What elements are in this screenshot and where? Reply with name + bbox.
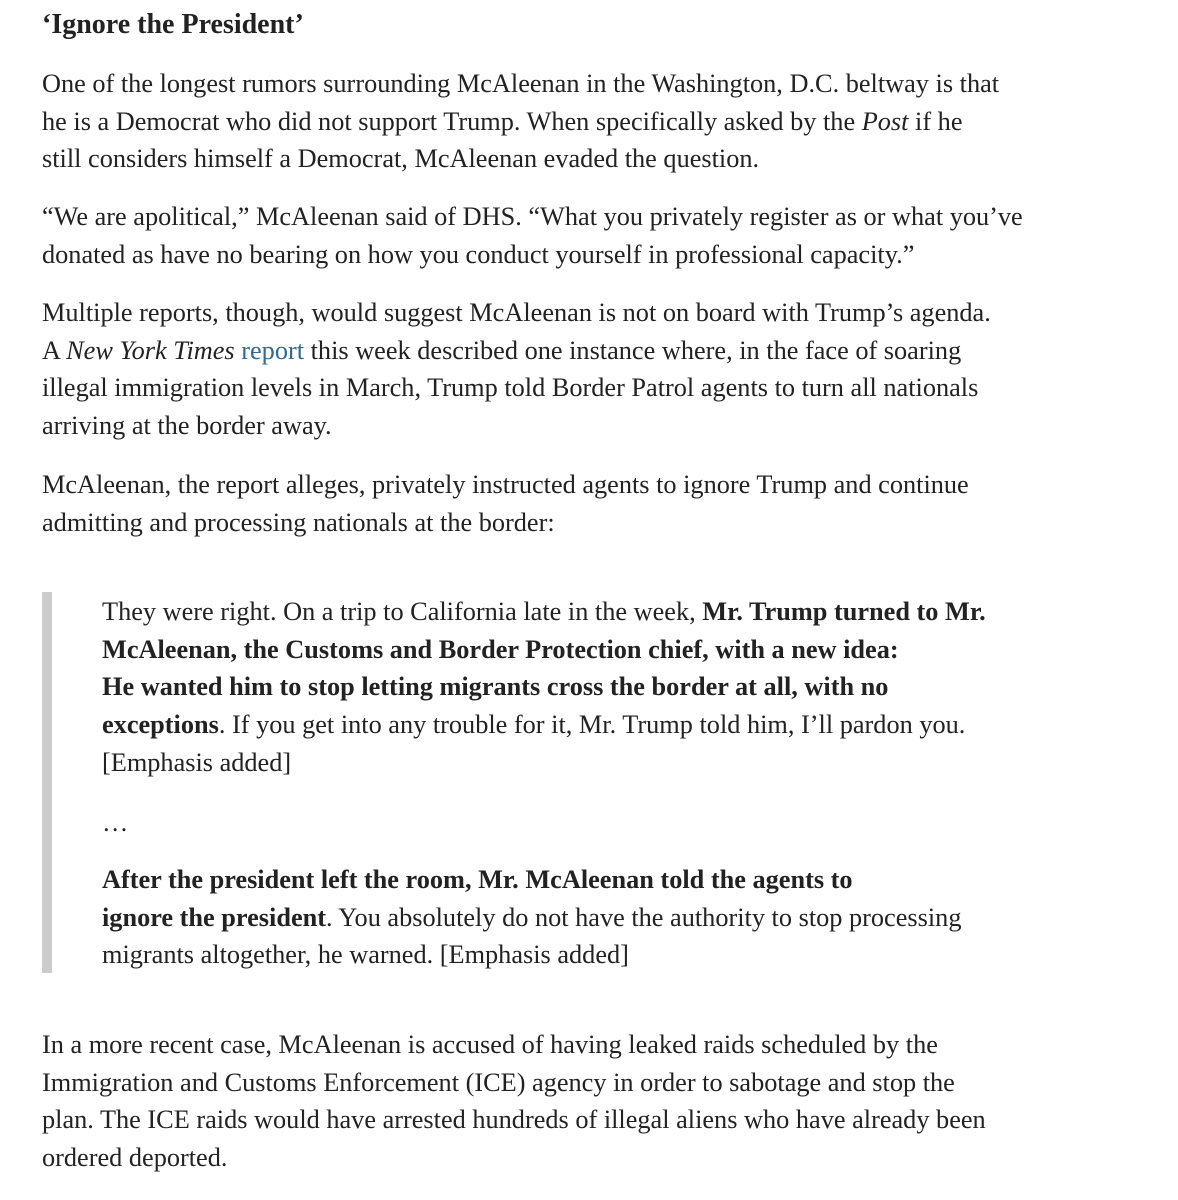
- text-line: [102, 631, 986, 669]
- blockquote-paragraph-1: [102, 593, 986, 782]
- text-line: Immigration and Customs Enforcement (ICE) agency in order to sabotage and stop the: [42, 1067, 955, 1097]
- text-line: [102, 861, 961, 899]
- emphasis-text: He wanted him to stop letting migrants cross the border at all, with no: [102, 672, 889, 702]
- emphasis-text: After the president left the room, Mr. McAleenan told the agents to: [102, 865, 853, 894]
- text-run: They were right. On a trip to California late in the week,: [102, 597, 703, 626]
- emphasis-text: exceptions: [102, 710, 219, 740]
- emphasis-text: Mr. Trump turned to Mr.: [702, 597, 986, 626]
- report-link[interactable]: report: [241, 335, 305, 365]
- emphasis-text: ignore the president: [102, 902, 327, 932]
- text-line: admitting and processing nationals at the border:: [42, 507, 555, 537]
- text-line: In a more recent case, McAleenan is accused of having leaked raids scheduled by the: [42, 1030, 938, 1059]
- text-run: if he: [908, 106, 963, 136]
- text-line: still considers himself a Democrat, McAleenan evaded the question.: [42, 144, 760, 173]
- text-line: [102, 668, 986, 706]
- text-line: ordered deported.: [42, 1142, 228, 1172]
- text-line: [42, 332, 991, 370]
- text-line: [102, 899, 961, 937]
- text-line: donated as have no bearing on how you conduct yourself in professional capacity.”: [42, 239, 915, 269]
- paragraph-apolitical-quote: [42, 198, 1023, 273]
- text-line: plan. The ICE raids would have arrested hundreds of illegal aliens who have already been: [42, 1105, 986, 1134]
- publication-name: Post: [861, 106, 909, 136]
- blockquote-ellipsis: …: [102, 808, 129, 837]
- paragraph-ice-raids: [42, 1026, 986, 1176]
- blockquote-paragraph-2: [102, 861, 961, 974]
- text-line: illegal immigration levels in March, Trump told Border Patrol agents to turn all nationals: [42, 373, 979, 402]
- text-line: “We are apolitical,” McAleenan said of DHS. “What you privately register as or what you’ve: [42, 202, 1023, 231]
- text-line: arriving at the border away.: [42, 410, 332, 440]
- text-line: migrants altogether, he warned. [Emphasis added]: [102, 940, 629, 970]
- text-line: One of the longest rumors surrounding McAleenan in the Washington, D.C. beltway is that: [42, 69, 1000, 98]
- emphasis-text: McAleenan, the Customs and Border Protection chief, with a new idea:: [102, 634, 899, 664]
- text-run: he is a Democrat who did not support Trump. When specifically asked by the: [42, 106, 862, 136]
- section-heading: ‘Ignore the President’: [42, 9, 304, 40]
- text-run: A: [42, 335, 67, 365]
- publication-name: New York Times: [66, 335, 235, 365]
- text-line: [102, 706, 986, 744]
- text-line: [Emphasis added]: [102, 747, 292, 777]
- text-line: [102, 593, 986, 631]
- text-run: this week described one instance where, in the face of soaring: [304, 335, 962, 365]
- paragraph-report-alleges: [42, 466, 969, 541]
- text-run: . You absolutely do not have the authority to stop processing: [326, 902, 962, 932]
- text-line: [42, 103, 999, 141]
- paragraph-reports: [42, 294, 991, 444]
- blockquote-bar: [42, 592, 52, 973]
- text-run: . If you get into any trouble for it, Mr. Trump told him, I’ll pardon you.: [218, 710, 966, 740]
- paragraph-rumors: [42, 65, 999, 178]
- text-line: McAleenan, the report alleges, privately instructed agents to ignore Trump and continue: [42, 470, 969, 499]
- text-line: Multiple reports, though, would suggest McAleenan is not on board with Trump’s agenda.: [42, 298, 991, 327]
